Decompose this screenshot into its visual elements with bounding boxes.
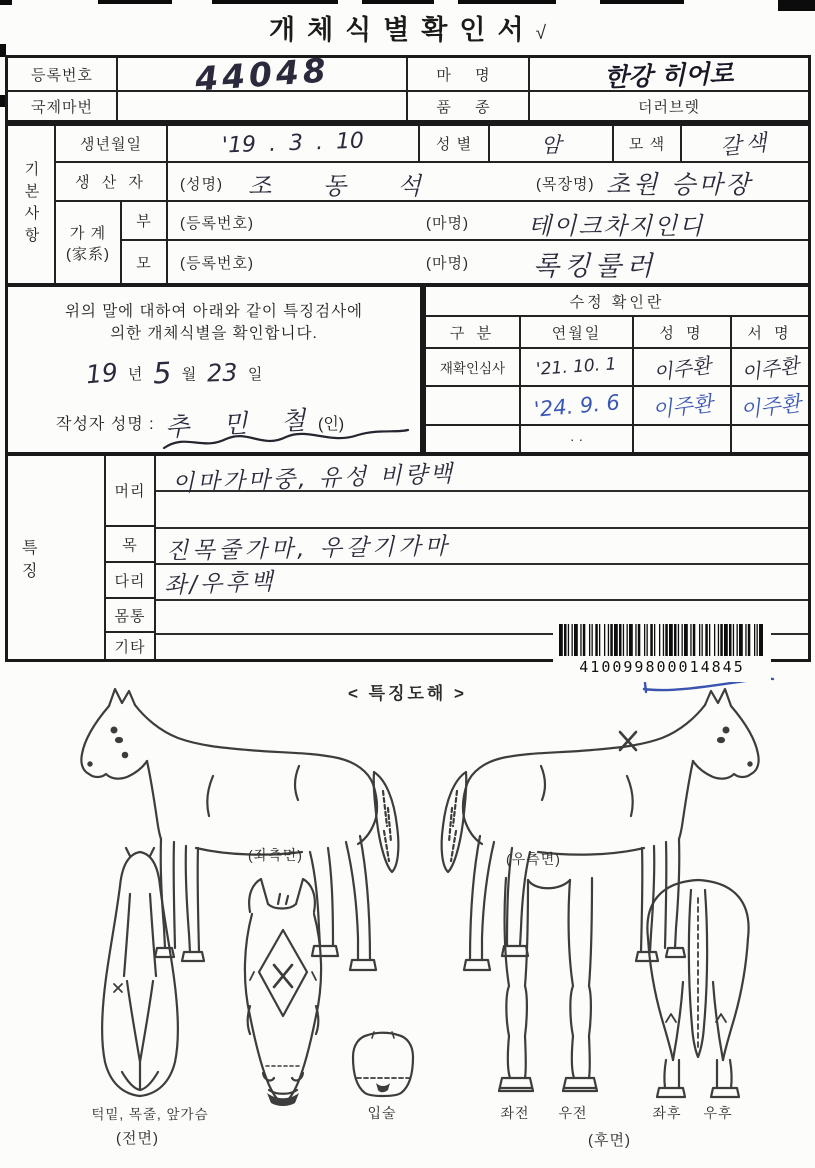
lips-view-label: 입술 — [367, 1105, 397, 1121]
producer-name-handwriting: 조 동 석 — [248, 172, 443, 200]
revision-row-category — [426, 387, 521, 426]
diagram-title: < 특징도해 > — [348, 684, 467, 703]
revision-col-sign: 서 명 — [732, 317, 808, 349]
forehead-x-mark — [274, 965, 292, 987]
producer-label: 생 산 자 — [56, 163, 168, 202]
horse-right-side-view — [442, 689, 759, 970]
dam-label: 모 — [122, 241, 168, 283]
basic-info-table — [5, 123, 811, 286]
dam-row — [168, 241, 808, 283]
rear-view — [647, 880, 748, 1097]
lineage-label-ko: 가 계 — [69, 224, 107, 242]
revision-row-category: 재확인심사 — [426, 349, 521, 387]
birth-handwriting: '19 . 3 . 10 — [221, 128, 365, 159]
seal-caption: (인) — [317, 415, 345, 433]
writing-guide-line — [156, 527, 808, 529]
intl-no-label: 국제마번 — [8, 92, 118, 120]
horse-name-label: 마 명 — [408, 58, 530, 92]
revision-row-date — [521, 349, 634, 387]
revision-sign-handwriting-blue: 이주환 — [738, 390, 802, 423]
date-month-handwriting: 5 — [152, 355, 173, 391]
sex-label: 성 별 — [420, 126, 490, 163]
front-neck-view-label: 턱밑, 목줄, 앞가슴 — [91, 1107, 209, 1122]
sire-name-caption: (마명) — [426, 215, 469, 232]
front-legs-view — [499, 878, 597, 1091]
rear-view-label: (후면) — [588, 1132, 631, 1149]
sex-value — [490, 126, 614, 163]
statement-line2: 의한 개체식별을 확인합니다. — [110, 325, 318, 342]
barcode-number: 410099800014845 — [579, 658, 745, 676]
writing-guide-line — [156, 599, 808, 601]
date-day-handwriting: 23 — [206, 358, 239, 388]
revision-name-handwriting-blue: 이주환 — [650, 390, 714, 423]
basic-section-label-text: 기본사항 — [22, 160, 40, 249]
basic-section-label — [8, 126, 56, 283]
revision-row-category — [426, 426, 521, 452]
dam-name-handwriting: 록킹룰러 — [533, 251, 658, 282]
sex-handwriting: 암 — [540, 132, 562, 157]
lineage-label-hanja: (家系) — [66, 245, 110, 263]
barcode — [553, 620, 771, 682]
revision-title: 수정 확인란 — [426, 287, 808, 317]
front-neck-chest-view — [102, 848, 178, 1096]
feature-neck-handwriting: 진목줄가마, 우갈기가마 — [165, 533, 452, 565]
date-year-handwriting: 19 — [84, 357, 120, 389]
feature-legs-handwriting: 좌/우후백 — [163, 569, 277, 599]
day-caption: 일 — [247, 365, 264, 383]
confirmation-box — [5, 284, 423, 455]
revision-row-sign — [732, 349, 808, 387]
year-caption: 년 — [127, 365, 144, 383]
scan-artifact — [98, 0, 172, 4]
breed-label: 품 종 — [408, 92, 530, 120]
scan-artifact — [362, 0, 434, 4]
head-front-view — [245, 879, 321, 1106]
feature-other-label: 기타 — [106, 633, 156, 659]
coat-color-handwriting: 갈색 — [718, 130, 772, 161]
producer-name-caption: (성명) — [180, 176, 223, 193]
checkmark-glyph: √ — [535, 23, 546, 44]
chest-x-mark — [114, 984, 122, 992]
revision-row-date — [521, 387, 634, 426]
revision-date-handwriting: '21. 10. 1 — [535, 354, 618, 380]
barcode-bars — [559, 624, 765, 656]
feature-head-label: 머리 — [106, 456, 156, 527]
birth-value — [168, 126, 420, 163]
scan-artifact — [0, 0, 12, 5]
scan-artifact — [458, 0, 556, 4]
breed-value: 더러브렛 — [638, 98, 700, 116]
right-side-view-label: (우측면) — [506, 851, 561, 867]
horse-name-handwriting: 한강 히어로 — [603, 58, 735, 93]
coat-color-label: 모 색 — [614, 126, 682, 163]
feature-legs-label: 다리 — [106, 563, 156, 599]
farm-handwriting: 초원 승마장 — [606, 170, 753, 199]
reg-no-handwriting: 44048 — [193, 49, 331, 99]
revision-row-sign — [732, 387, 808, 426]
dam-name-caption: (마명) — [426, 255, 469, 272]
feature-diagram-canvas — [0, 676, 815, 1168]
revision-row-date: · · — [521, 426, 634, 452]
feature-neck-label: 목 — [106, 527, 156, 563]
id-table — [5, 49, 811, 123]
scan-artifact — [212, 0, 338, 4]
sire-name-handwriting: 테이크차지인디 — [528, 212, 705, 240]
revision-row-name — [634, 426, 732, 452]
revision-table — [423, 284, 811, 455]
farm-caption: (목장명) — [536, 176, 595, 193]
birth-label: 생년월일 — [56, 126, 168, 163]
reg-no-value — [118, 49, 408, 99]
right-front-leg-label: 우전 — [558, 1105, 588, 1121]
statement-line1: 위의 말에 대하여 아래와 같이 특징검사에 — [64, 303, 364, 320]
revision-date-handwriting-blue: '24. 9. 6 — [532, 389, 621, 422]
left-side-view-label: (좌측면) — [248, 847, 303, 863]
month-caption: 월 — [181, 365, 198, 383]
writer-caption: 작성자 성명 : — [56, 415, 155, 433]
reg-no-label: 등록번호 — [8, 58, 118, 92]
revision-col-name: 성 명 — [634, 317, 732, 349]
scan-artifact — [600, 0, 684, 4]
revision-col-date: 연월일 — [521, 317, 634, 349]
revision-name-handwriting: 이주환 — [651, 352, 713, 385]
left-hind-leg-label: 좌후 — [652, 1105, 682, 1121]
feature-body-label: 몸통 — [106, 599, 156, 633]
page-title-text: 개체식별확인서 — [268, 15, 536, 45]
dam-regno-caption: (등록번호) — [180, 255, 254, 272]
lineage-label — [56, 202, 122, 283]
horse-name-value — [530, 58, 808, 92]
front-view-label: (전면) — [116, 1130, 159, 1147]
features-section-label: 특 징 — [8, 456, 106, 659]
revision-col-category: 구 분 — [426, 317, 521, 349]
revision-row-name — [634, 349, 732, 387]
left-front-leg-label: 좌전 — [500, 1105, 530, 1121]
writer-name-handwriting: 추 민 철 — [164, 405, 319, 442]
writer-signature-stroke — [158, 427, 413, 453]
revision-sign-handwriting: 이주환 — [739, 352, 801, 385]
intl-no-value — [118, 92, 408, 120]
sire-label: 부 — [122, 202, 168, 241]
lips-view — [353, 1032, 413, 1096]
producer-row — [168, 163, 808, 202]
revision-row-name — [634, 387, 732, 426]
page-title — [0, 8, 815, 47]
horse-left-side-view — [81, 689, 398, 970]
neck-x-mark — [620, 732, 636, 750]
confirmation-date — [86, 355, 263, 391]
sire-regno-caption: (등록번호) — [180, 215, 254, 232]
coat-color-value — [682, 126, 808, 163]
sire-row — [168, 202, 808, 241]
right-hind-leg-label: 우후 — [703, 1105, 733, 1121]
revision-row-sign — [732, 426, 808, 452]
feature-head-handwriting: 이마가마중, 유성 비량백 — [171, 461, 456, 497]
